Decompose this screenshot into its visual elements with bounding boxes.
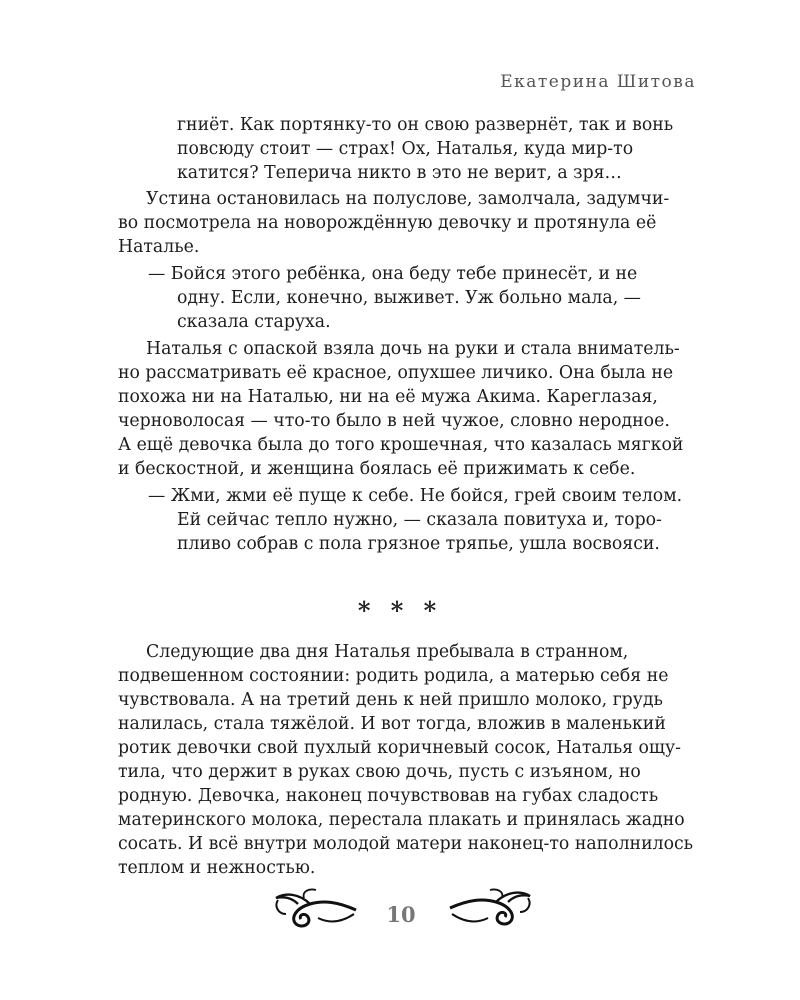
text-line: — Жми, жми её пуще к себе. Не бойся, грей своим телом.: [148, 486, 683, 506]
text-line: одну. Если, конечно, выживет. Уж больно мала, —: [177, 288, 641, 308]
text-line: А ещё девочка была до того крошечная, что казалась мягкой: [118, 435, 684, 455]
section-separator: * * *: [357, 596, 443, 625]
text-line: налилась, стала тяжёлой. И вот тогда, вложив в маленький: [118, 714, 666, 734]
text-line: Наталья с опаской взяла дочь на руки и стала вниматель-: [146, 339, 680, 359]
text-line: теплом и нежностью.: [118, 858, 316, 878]
text-line: повсюду стоит — страх! Ох, Наталья, куда мир-то: [177, 139, 634, 159]
text-line: во посмотрела на новорождённую девочку и протянула её: [118, 213, 657, 233]
text-line: подвешенном состоянии: родить родила, а матерью себя не: [118, 666, 669, 686]
text-line: но рассматривать её красное, опухшее личико. Она была не: [118, 363, 674, 383]
left-swirl-ornament-icon: [272, 884, 358, 934]
running-header-author: Екатерина Шитова: [500, 72, 696, 92]
text-line: тила, что держит в руках свою дочь, пусть с изъяном, но: [118, 762, 641, 782]
text-line: катится? Теперича никто в это не верит, а зря…: [177, 163, 622, 183]
text-line: Устина остановилась на полуслове, замолчала, задумчи-: [146, 189, 670, 209]
text-line: Следующие два дня Наталья пребывала в странном,: [146, 642, 629, 662]
text-line: чувствовала. А на третий день к ней пришло молоко, грудь: [118, 690, 663, 710]
text-line: похожа ни на Наталью, ни на её мужа Акима. Кареглазая,: [118, 387, 658, 407]
text-line: сосать. И всё внутри молодой матери наконец-то наполнилось: [118, 834, 694, 854]
text-line: ротик девочки свой пухлый коричневый сосок, Наталья ощу-: [118, 738, 681, 758]
text-line: сказала старуха.: [177, 312, 331, 332]
text-line: черноволосая — что-то было в ней чужое, словно неродное.: [118, 411, 670, 431]
text-line: пливо собрав с пола грязное тряпье, ушла восвояси.: [177, 534, 660, 554]
text-line: и бескостной, и женщина боялась её прижимать к себе.: [118, 459, 636, 479]
text-line: Наталье.: [118, 237, 200, 257]
page-number: 10: [386, 902, 416, 927]
text-line: материнского молока, перестала плакать и принялась жадно: [118, 810, 685, 830]
text-line: родную. Девочка, наконец почувствовав на губах сладость: [118, 786, 659, 806]
text-line: Ей сейчас тепло нужно, — сказала повитуха и, торо-: [177, 510, 662, 530]
right-swirl-ornament-icon: [448, 884, 534, 934]
text-line: гниёт. Как портянку-то он свою развернёт, так и вонь: [177, 115, 674, 135]
text-line: — Бойся этого ребёнка, она беду тебе принесёт, и не: [148, 264, 638, 284]
